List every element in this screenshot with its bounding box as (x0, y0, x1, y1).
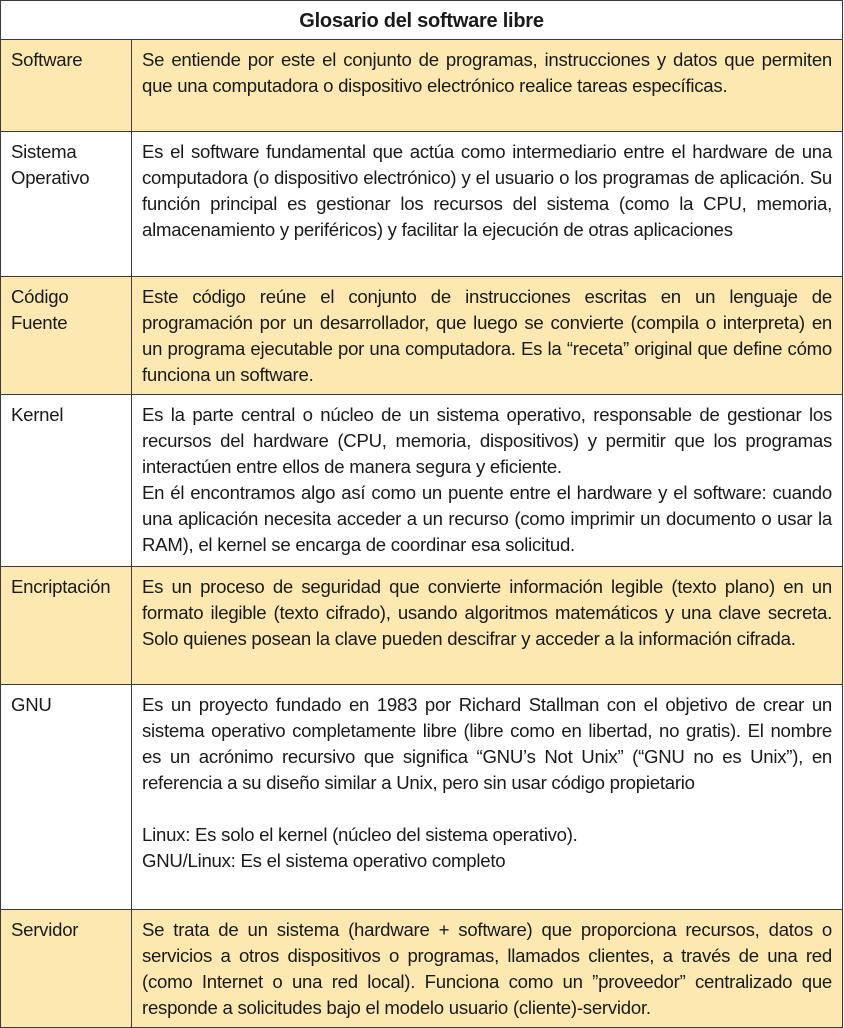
spacer (142, 796, 832, 822)
table-title: Glosario del software libre (1, 1, 843, 40)
table-row (1, 132, 843, 277)
definition-cell (132, 132, 843, 277)
definition-sistema-operativo: Es el software fundamental que actúa como intermediario entre el hardware de una computadora (o dispositivo electrónico) y el usuario o los programas de aplicación. Su función principal es gestionar los recursos del sistema (como la CPU, memoria, almacenamiento y periféricos) y facilitar la ejecución de otras aplicaciones (142, 141, 832, 240)
term-encriptacion: Encriptación (1, 567, 132, 685)
gnu-note-gnu-linux: GNU/Linux: Es el sistema operativo completo (142, 850, 506, 871)
definition-kernel: Es la parte central o núcleo de un sistema operativo, responsable de gestionar los recursos del hardware (CPU, memoria, dispositivos) y permitir que los programas interactúen entre ellos de manera segura y eficiente. (142, 404, 832, 477)
definition-cell (132, 567, 843, 685)
term-servidor: Servidor (1, 910, 132, 1028)
definition-cell (132, 910, 843, 1028)
table-header-row (1, 1, 843, 40)
term-gnu: GNU (1, 685, 132, 910)
table-row (1, 910, 843, 1028)
definition-cell (132, 395, 843, 567)
definition-software: Se entiende por este el conjunto de programas, instrucciones y datos que permiten que una computadora o dispositivo electrónico realice tareas específicas. (142, 49, 832, 96)
table-row (1, 277, 843, 395)
definition-gnu: Es un proyecto fundado en 1983 por Richard Stallman con el objetivo de crear un sistema operativo completamente libre (libre como en libertad, no gratis). El nombre es un acrónimo recursivo que significa “GNU’s Not Unix” (“GNU no es Unix”), en referencia a su diseño similar a Unix, pero sin usar código propietario (142, 694, 832, 793)
definition-servidor: Se trata de un sistema (hardware + software) que proporciona recursos, datos o servicios a otros dispositivos o programas, llamados clientes, a través de una red (como Internet o una red local). Funciona como un ”proveedor” centralizado que responde a solicitudes bajo el modelo usuario (cliente)-servidor. (142, 919, 832, 1018)
table-row (1, 40, 843, 132)
table-row (1, 567, 843, 685)
definition-encriptacion: Es un proceso de seguridad que convierte información legible (texto plano) en un formato ilegible (texto cifrado), usando algoritmos matemáticos y una clave secreta. Solo quienes posean la clave pueden descifrar y acceder a la información cifrada. (142, 576, 832, 649)
definition-codigo-fuente: Este código reúne el conjunto de instrucciones escritas en un lenguaje de programación por un desarrollador, que luego se convierte (compila o interpreta) en un programa ejecutable por una computadora. Es la “receta” original que define cómo funciona un software. (142, 286, 832, 385)
definition-cell (132, 277, 843, 395)
definition-kernel-2: En él encontramos algo así como un puente entre el hardware y el software: cuando una aplicación necesita acceder a un recurso (como imprimir un documento o usar la RAM), el kernel se encarga de coordinar esa solicitud. (142, 482, 832, 555)
term-sistema-operativo: Sistema Operativo (1, 132, 132, 277)
term-software: Software (1, 40, 132, 132)
table-row (1, 685, 843, 910)
term-codigo-fuente: Código Fuente (1, 277, 132, 395)
definition-cell (132, 685, 843, 910)
gnu-note-linux: Linux: Es solo el kernel (núcleo del sistema operativo). (142, 824, 578, 845)
table-row (1, 395, 843, 567)
term-kernel: Kernel (1, 395, 132, 567)
definition-cell (132, 40, 843, 132)
